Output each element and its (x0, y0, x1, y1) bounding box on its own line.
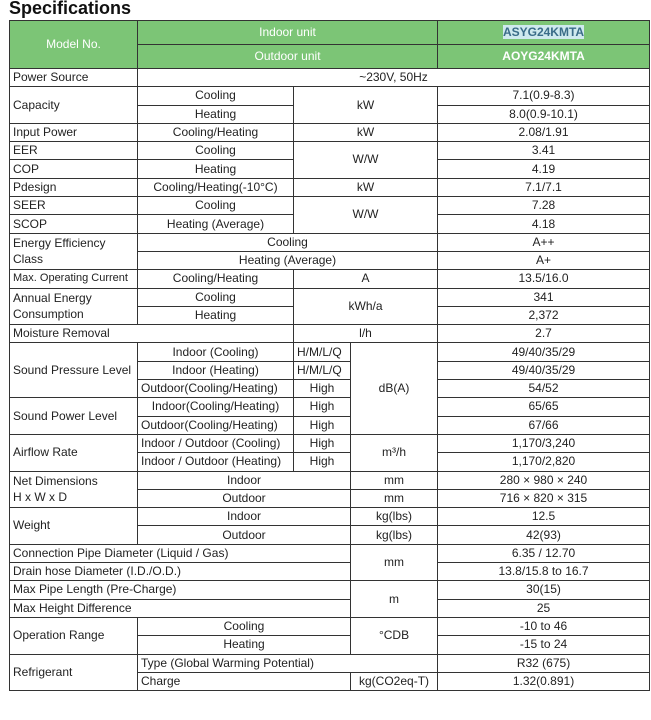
row-level: High (294, 434, 351, 452)
refrigerant-row (10, 654, 650, 672)
row-level: H/M/L/Q (294, 343, 351, 361)
model-no-header: Model No. (10, 21, 138, 69)
row-value: -10 to 46 (438, 617, 650, 635)
annual-energy-row (10, 288, 650, 306)
indoor-unit-header: Indoor unit (138, 21, 438, 45)
row-label-line2: Class (13, 252, 44, 267)
row-unit: m (351, 581, 438, 618)
row-mode: Outdoor(Cooling/Heating) (138, 416, 294, 434)
row-value: 13.8/15.8 to 16.7 (438, 563, 650, 581)
dimensions-row (10, 471, 650, 489)
row-label: Drain hose Diameter (I.D./O.D.) (10, 563, 351, 581)
row-label: SCOP (10, 215, 138, 233)
row-label: Max. Operating Current (10, 270, 138, 288)
max-pipe-row (10, 581, 650, 599)
row-value: 341 (438, 288, 650, 306)
row-level: High (294, 380, 351, 398)
outdoor-unit-header: Outdoor unit (138, 45, 438, 69)
row-value: 2.7 (438, 325, 650, 343)
row-label: COP (10, 160, 138, 178)
row-label (10, 471, 138, 508)
capacity-row (10, 87, 650, 105)
seer-row (10, 197, 650, 215)
input-power-row (10, 123, 650, 141)
row-value: 12.5 (438, 508, 650, 526)
row-unit: kg(lbs) (351, 526, 438, 544)
row-value: 49/40/35/29 (438, 343, 650, 361)
row-value: 42(93) (438, 526, 650, 544)
row-mode: Heating (Average) (138, 215, 294, 233)
row-unit: °CDB (351, 617, 438, 654)
row-mode: Outdoor (138, 526, 351, 544)
power-source-row (10, 69, 650, 87)
row-label-line2: Consumption (13, 307, 84, 322)
row-mode: Cooling (138, 288, 294, 306)
row-value: A+ (438, 251, 650, 269)
row-unit: W/W (294, 197, 438, 234)
row-value: 6.35 / 12.70 (438, 544, 650, 562)
row-label: Operation Range (10, 617, 138, 654)
row-value: 7.28 (438, 197, 650, 215)
airflow-row (10, 434, 650, 452)
row-level: High (294, 453, 351, 471)
row-value: 1.32(0.891) (438, 672, 650, 690)
row-value: 1,170/3,240 (438, 434, 650, 452)
row-unit: W/W (294, 142, 438, 179)
sound-power-row (10, 398, 650, 416)
row-mode: Cooling (138, 233, 438, 251)
row-label-line1: Annual Energy (13, 291, 92, 306)
row-unit: dB(A) (351, 343, 438, 434)
row-mode: Cooling (138, 197, 294, 215)
row-label: SEER (10, 197, 138, 215)
specifications-table (9, 20, 650, 691)
header-row-indoor (10, 21, 650, 45)
row-value: 7.1(0.9-8.3) (438, 87, 650, 105)
row-mode: Heating (138, 636, 351, 654)
outdoor-model: AOYG24KMTA (438, 45, 650, 69)
row-mode: Cooling/Heating (138, 270, 294, 288)
row-value: 2,372 (438, 306, 650, 324)
row-unit: kW (294, 87, 438, 124)
row-mode: Cooling/Heating (138, 123, 294, 141)
row-level: High (294, 416, 351, 434)
row-unit: mm (351, 471, 438, 489)
row-mode: Heating (138, 105, 294, 123)
row-value: 4.18 (438, 215, 650, 233)
row-level: H/M/L/Q (294, 361, 351, 379)
row-label: Power Source (10, 69, 138, 87)
row-unit: kW (294, 123, 438, 141)
row-value: 7.1/7.1 (438, 178, 650, 196)
row-label (10, 233, 138, 270)
pdesign-row (10, 178, 650, 196)
row-label-line1: Net Dimensions (13, 474, 98, 489)
row-unit: kg(lbs) (351, 508, 438, 526)
row-unit: mm (351, 544, 438, 581)
row-label-line1: Energy Efficiency (13, 236, 106, 251)
row-unit: mm (351, 489, 438, 507)
row-mode: Cooling (138, 87, 294, 105)
row-mode: Indoor (Heating) (138, 361, 294, 379)
row-mode: Cooling/Heating(-10°C) (138, 178, 294, 196)
row-mode: Indoor / Outdoor (Heating) (138, 453, 294, 471)
row-label (10, 288, 138, 325)
row-label: Max Pipe Length (Pre-Charge) (10, 581, 351, 599)
row-value: 49/40/35/29 (438, 361, 650, 379)
row-value: 716 × 820 × 315 (438, 489, 650, 507)
row-value: 3.41 (438, 142, 650, 160)
row-value: ~230V, 50Hz (138, 69, 650, 87)
row-unit: kWh/a (294, 288, 438, 325)
row-mode: Heating (Average) (138, 251, 438, 269)
max-height-row (10, 599, 650, 617)
row-label: Airflow Rate (10, 434, 138, 471)
row-value: 30(15) (438, 581, 650, 599)
row-mode: Indoor (Cooling) (138, 343, 294, 361)
row-value: 25 (438, 599, 650, 617)
row-label: Pdesign (10, 178, 138, 196)
eer-row (10, 142, 650, 160)
row-label: Moisture Removal (10, 325, 294, 343)
pipe-diameter-row (10, 544, 650, 562)
row-label: EER (10, 142, 138, 160)
row-label: Sound Power Level (10, 398, 138, 435)
row-value: 1,170/2,820 (438, 453, 650, 471)
row-level: High (294, 398, 351, 416)
page-title: Specifications (9, 0, 132, 18)
drain-hose-row (10, 563, 650, 581)
row-mode: Outdoor (138, 489, 351, 507)
row-mode: Indoor (138, 508, 351, 526)
row-value: 13.5/16.0 (438, 270, 650, 288)
row-mode: Cooling (138, 617, 351, 635)
row-mode: Indoor (138, 471, 351, 489)
energy-class-row (10, 233, 650, 251)
sound-pressure-row (10, 343, 650, 361)
row-value: 280 × 980 × 240 (438, 471, 650, 489)
row-unit: l/h (294, 325, 438, 343)
row-mode: Heating (138, 160, 294, 178)
row-value: 67/66 (438, 416, 650, 434)
row-mode: Heating (138, 306, 294, 324)
row-label: Input Power (10, 123, 138, 141)
row-unit: kW (294, 178, 438, 196)
row-value: R32 (675) (438, 654, 650, 672)
row-mode: Cooling (138, 142, 294, 160)
row-label: Weight (10, 508, 138, 545)
row-label: Connection Pipe Diameter (Liquid / Gas) (10, 544, 351, 562)
row-value: 2.08/1.91 (438, 123, 650, 141)
weight-row (10, 508, 650, 526)
row-value: 65/65 (438, 398, 650, 416)
row-unit: kg(CO2eq-T) (351, 672, 438, 690)
moisture-row (10, 325, 650, 343)
row-label: Sound Pressure Level (10, 343, 138, 398)
row-label-line2: H x W x D (13, 490, 67, 505)
row-label: Refrigerant (10, 654, 138, 691)
row-label: Capacity (10, 87, 138, 124)
row-mode: Indoor(Cooling/Heating) (138, 398, 294, 416)
row-unit: A (294, 270, 438, 288)
operation-range-row (10, 617, 650, 635)
row-value: 8.0(0.9-10.1) (438, 105, 650, 123)
row-mode: Type (Global Warming Potential) (138, 654, 438, 672)
row-label: Max Height Difference (10, 599, 351, 617)
row-mode: Outdoor(Cooling/Heating) (138, 380, 294, 398)
row-mode: Indoor / Outdoor (Cooling) (138, 434, 294, 452)
row-value: 54/52 (438, 380, 650, 398)
row-mode: Charge (138, 672, 351, 690)
row-value: 4.19 (438, 160, 650, 178)
row-unit: m³/h (351, 434, 438, 471)
max-current-row (10, 270, 650, 288)
indoor-model: ASYG24KMTA (438, 21, 650, 45)
row-value: -15 to 24 (438, 636, 650, 654)
row-value: A++ (438, 233, 650, 251)
